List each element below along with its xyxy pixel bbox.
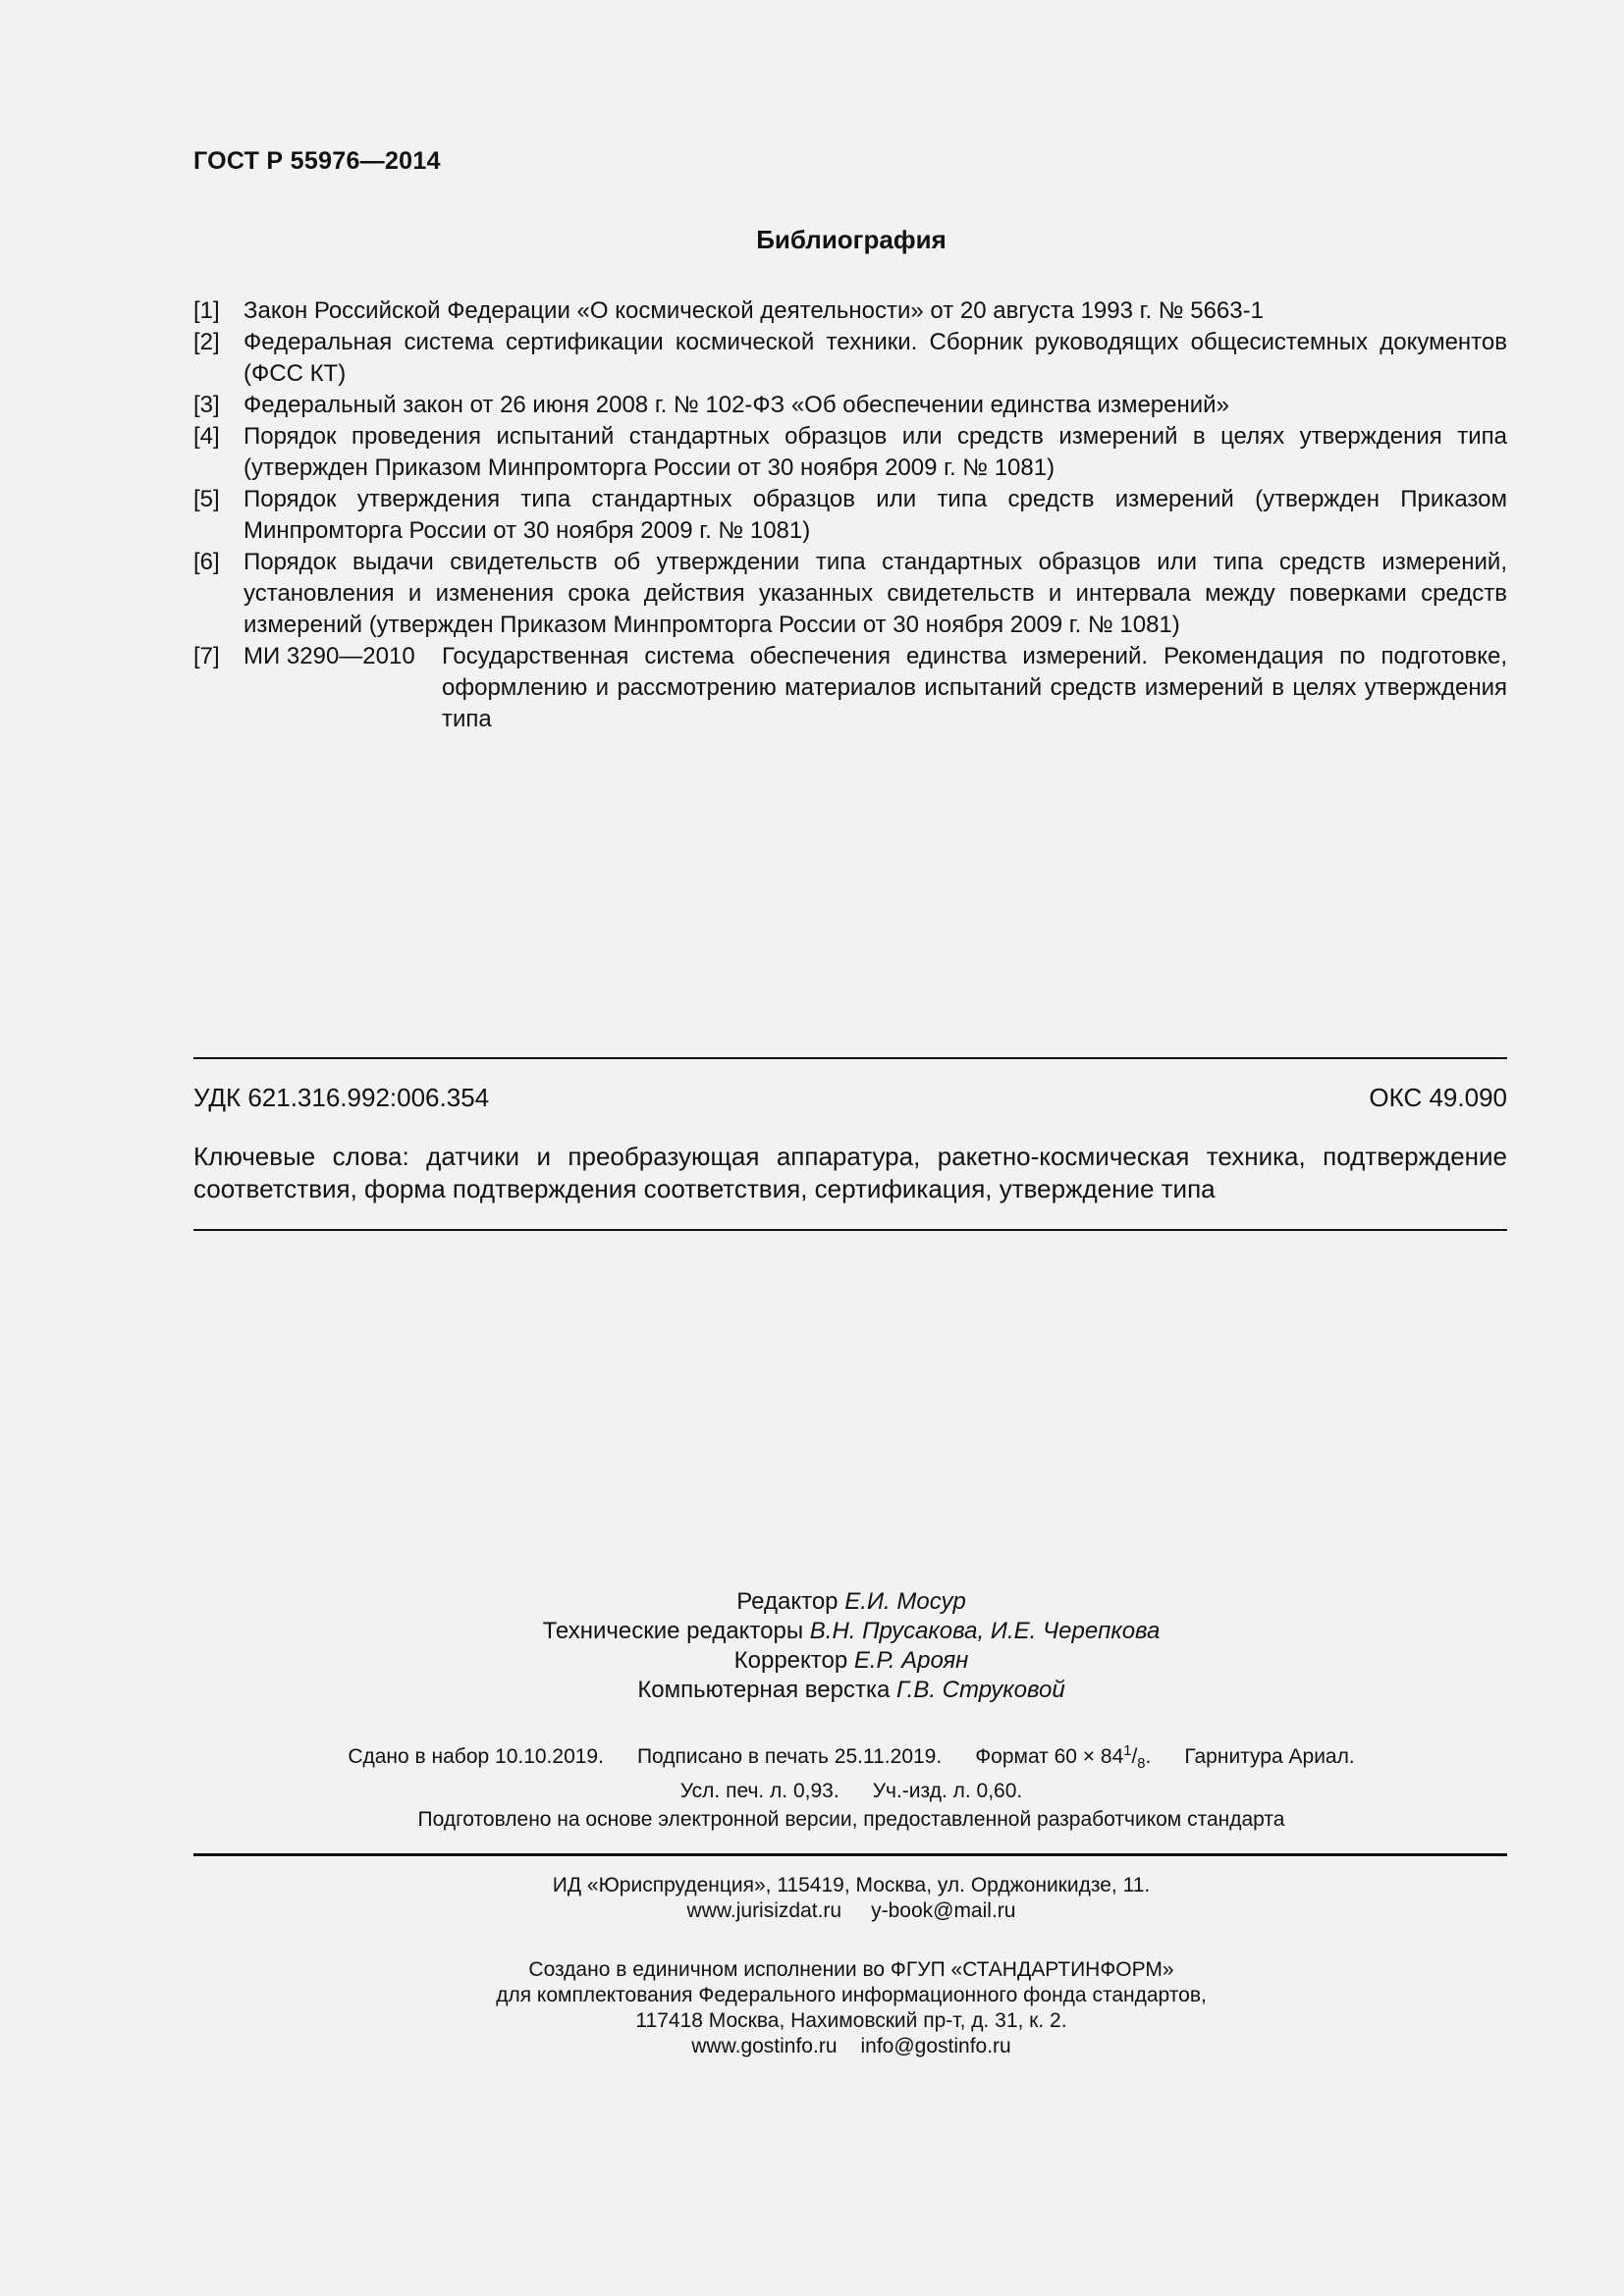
credit-tech-editors <box>0 1617 1624 1646</box>
publisher-email-link[interactable]: y-book@mail.ru <box>871 1899 1016 1922</box>
bibliography-item-code: МИ 3290—2010 <box>244 643 415 669</box>
bibliography-item-text: Федеральная система сертификации космической техники. Сборник руководящих общесистемных документов (ФСС КТ) <box>244 329 1507 387</box>
bibliography-item <box>193 295 1507 327</box>
paper-format: Формат $60 \times 84^1/_8$. <box>975 1743 1152 1773</box>
credit-editor <box>0 1587 1624 1617</box>
publisher-info <box>0 1873 1624 1924</box>
bibliography-item-number: [4] <box>193 423 220 450</box>
credit-label: Корректор <box>733 1647 848 1674</box>
divider-top <box>193 1057 1507 1059</box>
bibliography-item <box>193 390 1507 421</box>
divider-keywords <box>193 1229 1507 1231</box>
bibliography-item-text: Порядок проведения испытаний стандартных образцов или средств измерений в целях утверждения типа (утвержден Приказом Минпромторга России от 30 ноября 2009 г. № 1081) <box>244 423 1507 481</box>
credit-label: Технические редакторы <box>542 1618 804 1644</box>
producer-address: 117418 Москва, Нахимовский пр-т, д. 31, к. 2. <box>635 2009 1067 2032</box>
print-sheets: Усл. печ. л. 0,93. <box>679 1780 839 1803</box>
producer-site-link[interactable]: www.gostinfo.ru <box>691 2035 838 2057</box>
credit-label: Редактор <box>736 1588 839 1615</box>
bibliography-item-number: [2] <box>193 329 220 355</box>
bibliography-item <box>193 327 1507 390</box>
bibliography-item <box>193 547 1507 641</box>
print-info-line2 <box>0 1778 1624 1804</box>
bibliography-item-text: Государственная система обеспечения единства измерений. Рекомендация по подготовке, оформлению и рассмотрению материалов испытаний средств измерений в целях утверждения типа <box>442 643 1507 732</box>
submitted-date: Сдано в набор 10.10.2019. <box>348 1745 604 1768</box>
publisher-site-link[interactable]: www.jurisizdat.ru <box>686 1899 842 1922</box>
bibliography-item-number: [7] <box>193 643 220 669</box>
producer-email-link[interactable]: info@gostinfo.ru <box>860 2035 1011 2057</box>
divider-bottom <box>193 1853 1507 1856</box>
bibliography-item-number: [5] <box>193 486 220 512</box>
producer-line: для комплектования Федерального информационного фонда стандартов, <box>496 1984 1207 2006</box>
credit-name: В.Н. Прусакова, И.Е. Черепкова <box>809 1618 1161 1644</box>
typeface: Гарнитура Ариал. <box>1184 1745 1355 1768</box>
print-info <box>0 1738 1624 1804</box>
bibliography-item-text: Порядок утверждения типа стандартных образцов или типа средств измерений (утвержден Приказом Минпромторга России от 30 ноября 2009 г. № 1081) <box>244 486 1507 544</box>
bibliography-item <box>193 641 1507 735</box>
producer-line: Создано в единичном исполнении во ФГУП «СТАНДАРТИНФОРМ» <box>528 1958 1174 1981</box>
producer-info <box>0 1957 1624 2059</box>
bibliography-item-text: Федеральный закон от 26 июня 2008 г. № 102-ФЗ «Об обеспечении единства измерений» <box>244 392 1229 418</box>
publishing-sheets: Уч.-изд. л. 0,60. <box>872 1780 1023 1803</box>
prepared-note: Подготовлено на основе электронной версии, предоставленной разработчиком стандарта <box>417 1808 1285 1831</box>
credit-layout <box>0 1676 1624 1705</box>
keywords: Ключевые слова: датчики и преобразующая аппаратура, ракетно-космическая техника, подтверждение соответствия, форма подтверждения соответствия, сертификация, утверждение типа <box>193 1142 1507 1203</box>
signed-date: Подписано в печать 25.11.2019. <box>636 1745 943 1768</box>
print-info-line1 <box>0 1738 1624 1778</box>
oks-code: ОКС 49.090 <box>1369 1083 1507 1112</box>
credit-corrector <box>0 1646 1624 1676</box>
standard-code: ГОСТ Р 55976—2014 <box>193 147 441 175</box>
credit-name: Е.И. Мосур <box>844 1588 966 1615</box>
bibliography-item-text: Закон Российской Федерации «О космической деятельности» от 20 августа 1993 г. № 5663-1 <box>244 297 1264 324</box>
bibliography-item <box>193 421 1507 484</box>
credit-name: Г.В. Струковой <box>896 1677 1065 1703</box>
bibliography-item <box>193 484 1507 547</box>
publisher-address: ИД «Юриспруденция», 115419, Москва, ул. Орджоникидзе, 11. <box>552 1874 1151 1896</box>
credit-name: Е.Р. Ароян <box>853 1647 969 1674</box>
bibliography-list <box>193 295 1507 735</box>
bibliography-title: Библиография <box>756 225 947 254</box>
bibliography-item-text: Порядок выдачи свидетельств об утверждении типа стандартных образцов или типа средств измерений, установления и изменения срока действия указанных свидетельств и интервала между поверками средств измерений (утвержден Приказом Минпромторга России от 30 ноября 2009 г. № 1081) <box>244 549 1507 638</box>
bibliography-item-number: [3] <box>193 392 220 418</box>
credit-label: Компьютерная верстка <box>637 1677 891 1703</box>
udk-code: УДК 621.316.992:006.354 <box>193 1083 490 1112</box>
credits <box>0 1587 1624 1705</box>
bibliography-item-number: [6] <box>193 549 220 575</box>
bibliography-item-number: [1] <box>193 297 220 324</box>
